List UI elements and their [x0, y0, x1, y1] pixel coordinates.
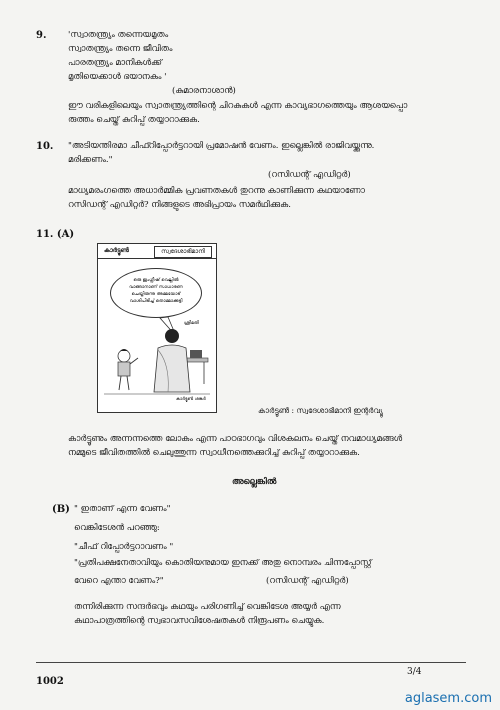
q9-task-line-2: രുത്തം ചെയ്ത് കുറിപ്പ് തയ്യാറാക്കുക.: [68, 115, 200, 125]
cartoon-signature: ശ്രീമതി: [184, 321, 199, 326]
q11b-line-2: വെങ്കിടേശൻ പറഞ്ഞു:: [74, 523, 160, 533]
bubble-line-2: വാങ്ങാനാണ് സാധാരണ: [129, 285, 183, 290]
q11b-task-line-1: തന്നിരിക്കുന്ന സന്ദർഭവും കഥയും പരിഗണിച്ച് വെങ്കിടേശ അയ്യർ എന്ന: [74, 602, 341, 612]
cartoon-caption: കാർട്ടൂൺ : സ്വദേശാഭിമാനി ഇന്റർവ്യൂ: [258, 406, 383, 415]
q11a-task-line-2: നമ്മുടെ ജീവിതത്തിൽ ചെലുത്തുന്ന സ്വാധീനത്തെക്കുറിച്ച് കുറിപ്പ് തയ്യാറാക്കുക.: [68, 448, 360, 458]
page-number: 3/4: [407, 667, 422, 677]
q9-verse-line-2: സ്വാതന്ത്ര്യം തന്നെ ജീവിതം: [68, 44, 173, 54]
cartoon-image: [97, 243, 217, 413]
q11b-source: (റസിഡന്റ് എഡിറ്റർ): [266, 576, 349, 586]
q11b-line-3: "ചീഫ് റിപ്പോർട്ടറാവണം ": [74, 542, 174, 552]
q11b-line-5: വേറെ എന്താ വേണം?": [74, 576, 164, 586]
q9-verse-line-4: മൃതിയെക്കാൾ ഭയാനകം ': [68, 72, 167, 82]
q11b-line-1: " ഇതാണ് എന്ന വേണം": [74, 504, 171, 514]
q9-verse-line-3: പാരതന്ത്ര്യം മാനികൾക്ക്: [68, 58, 162, 68]
question-9-number: 9.: [36, 30, 47, 41]
bubble-line-4: വാശിപിടിച്ച് തൊമ്മാക്കുട്ടി: [129, 299, 183, 304]
cartoon-header-right: സ്വദേശാഭിമാനി: [154, 246, 212, 258]
or-separator: അല്ലെങ്കിൽ: [232, 477, 277, 487]
q11b-task-line-2: കഥാപാത്രത്തിന്റെ സ്വഭാവസവിശേഷതകൾ നിരൂപണം ചെയ്യുക.: [74, 616, 325, 626]
cartoon-artist: കാർട്ടൂൺ ശങ്കർ: [176, 396, 206, 401]
q9-source: (കുമാരനാശാൻ): [172, 86, 236, 96]
q9-task-line-1: ഈ വരികളിലെയും സ്വാതന്ത്ര്യത്തിന്റെ ചിറകുകൾ എന്ന കാവ്യഭാഗത്തെയും ആശയപ്പൊ: [68, 101, 408, 111]
exam-code: 1002: [36, 676, 64, 687]
q10-task-line-1: മാധ്യമരംഗത്തെ അധാർമ്മിക പ്രവണതകൾ തുറന്നു കാണിക്കുന്ന കഥയാണോ: [68, 186, 365, 196]
q10-quote-line-1: "അടിയന്തിരമാ ചീഫ്റിപ്പോർട്ടറായി പ്രമോഷൻ വേണം. ഇല്ലെങ്കിൽ രാജിവയ്ക്കുന്നു.: [68, 141, 375, 151]
q11b-line-4: "പ്രതിപക്ഷനേതാവിയും കൊതിയനുമായ ഇനക്ക് അതു നൊമ്പരം ചിന്നപ്പോസ്റ്റ്: [74, 558, 372, 568]
question-10-number: 10.: [36, 141, 54, 152]
question-11-number: 11. (A): [36, 229, 75, 240]
question-11b-label: (B): [52, 504, 70, 515]
bubble-line-1: ഒരു ഇംഗ്ലീഷ് വെല്ലിൽ: [133, 278, 179, 283]
cartoon-drawing: [98, 244, 216, 412]
footer-divider: [36, 662, 466, 663]
q9-verse-line-1: 'സ്വാതന്ത്ര്യം തന്നെയമൃതം: [68, 30, 169, 40]
q10-source: (റസിഡന്റ് എഡിറ്റർ): [268, 170, 351, 180]
cartoon-header-left: കാർട്ടൂൺ: [104, 247, 129, 254]
q11a-task-line-1: കാർട്ടൂണും അന്നന്നത്തെ ലോകം എന്ന പാഠഭാഗവും വിശകലനം ചെയ്ത് നവമാധ്യമങ്ങൾ: [68, 434, 403, 444]
q10-task-line-2: റസിഡന്റ് എഡിറ്റർ? നിങ്ങളുടെ അഭിപ്രായം സമർഥിക്കുക.: [68, 200, 291, 210]
q10-quote-line-2: മരിക്കണം.": [68, 155, 113, 165]
watermark: aglasem.com: [404, 691, 492, 706]
bubble-line-3: ചെയ്തിരുന്നു അമ്മയോട്: [131, 292, 181, 297]
